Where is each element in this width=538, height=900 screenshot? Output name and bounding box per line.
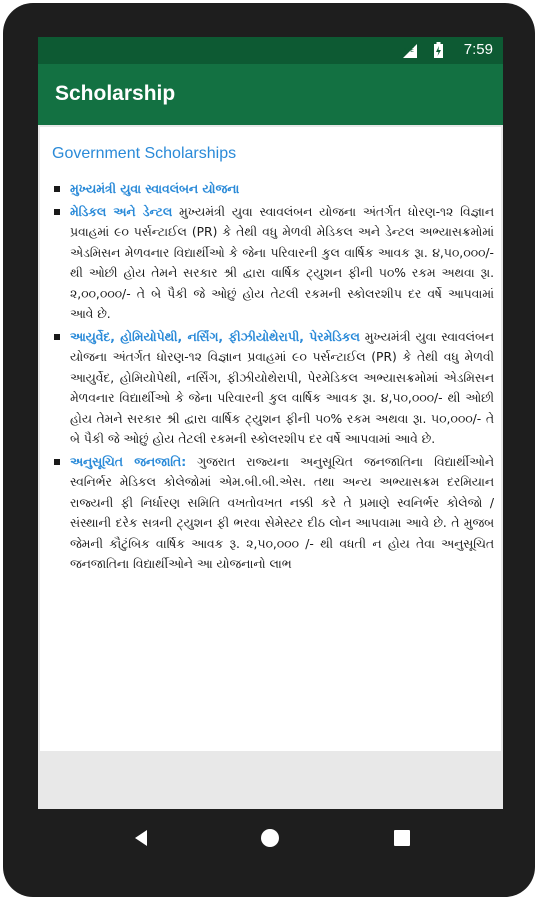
item-title: મેડિકલ અને ડેન્ટલ — [70, 204, 173, 219]
app-title: Scholarship — [55, 82, 176, 105]
webview-card[interactable] — [40, 127, 501, 751]
recents-icon[interactable] — [387, 823, 417, 853]
item-title: આયુર્વેદ, હોમિયોપેથી, નર્સિંગ, ફીઝીયોથેરાપી, પેરમેડિકલ — [70, 329, 360, 344]
bullet-icon — [54, 209, 60, 215]
item-title: અનુસૂચિત જનજાતિ: — [70, 454, 187, 469]
section-heading: Government Scholarships — [52, 145, 237, 162]
status-bar — [38, 37, 503, 64]
list-item — [54, 452, 494, 575]
svg-text:LTE: LTE — [404, 47, 414, 54]
list-item — [54, 202, 494, 325]
list-item — [54, 327, 494, 450]
screen — [38, 37, 503, 809]
item-body: ગુજરાત રાજ્યના અનુસૂચિત જનજાતિના વિદ્યાર્થીઓને સ્વનિર્ભર મેડિકલ કોલેજોમાં એમ.બી.બી.એસ. તથા અન્ય અભ્યાસક્રમ દરમિયાન રાજ્યની ફી નિર્ધારણ સમિતિ વખતોવખત નક્કી કરે તે પ્રમાણે સ્વનિર્ભર કોલેજો / સંસ્થાની દરેક સત્રની ટ્યુશન ફી ભરવા સેમેસ્ટર દીઠ લોન આપવામા આવે છે. તે મુજબ જેમની કૌટુંબિક વાર્ષિક આવક રૂ. ૨,૫૦,૦૦૦ /- થી વધતી ન હોય તેવા અનુસૂચિત જનજાતિના વિદ્યાર્થીઓને આ યોજનાનો લાભ — [70, 454, 494, 571]
item-title: મુખ્યમંત્રી યુવા સ્વાવલંબન યોજના — [70, 182, 240, 196]
nav-bar — [38, 809, 503, 865]
bullet-icon — [54, 186, 60, 192]
scholarship-list — [54, 179, 494, 577]
content-area[interactable] — [38, 125, 503, 809]
bullet-icon — [54, 334, 60, 340]
battery-icon — [434, 42, 443, 62]
signal-icon — [403, 43, 417, 62]
back-icon[interactable] — [126, 823, 156, 853]
app-bar — [38, 64, 503, 125]
bullet-icon — [54, 459, 60, 465]
item-body: મુખ્યમંત્રી યુવા સ્વાવલંબન યોજના અંતર્ગત ધોરણ-૧૨ વિજ્ઞાન પ્રવાહમાં ૯૦ પર્સન્ટાઈલ (PR) કે તેથી વધુ મેળવી મેડિકલ અને ડેન્ટલ અભ્યાસક્રમોમાં એડમિસન મેળવનાર વિદ્યાર્થીઓ કે જેના પરિવારની કુલ વાર્ષિક આવક રૂા. ૪,૫૦,૦૦૦/- થી ઓછી હોય તેમને સરકાર શ્રી દ્વારા વાર્ષિક ટ્યુશન ફીની ૫૦% રકમ અથવા રૂા. ૨,૦૦,૦૦૦/- તે બે પૈકી જે ઓછું હોય તેટલી રકમની સ્કોલરશીપ દર વર્ષે આપવામાં આવે છે. — [70, 204, 494, 321]
list-item — [54, 179, 494, 200]
status-time: 7:59 — [463, 41, 493, 58]
home-icon[interactable] — [255, 823, 285, 853]
item-body: મુખ્યમંત્રી યુવા સ્વાવલંબન યોજના અંતર્ગત ધોરણ-૧૨ વિજ્ઞાન પ્રવાહમાં ૯૦ પર્સન્ટાઈલ (PR) કે તેથી વધુ મેળવી આયુર્વેદ, હોમિયોપેથી, નર્સિંગ, ફીઝીયોથેરાપી, પેરમેડિકલ અભ્યાસક્રમોમાં એડમિસન મેળવનાર વિદ્યાર્થીઓ કે જેના પરિવારની કુલ વાર્ષિક આવક રૂા. ૪,૫૦,૦૦૦/- થી ઓછી હોય તેમને સરકાર શ્રી દ્વારા વાર્ષિક ટ્યુશન ફીની ૫૦% રકમ અથવા રૂા. ૫૦,૦૦૦/- તે બે પૈકી જે ઓછું હોય તેટલી રકમની સ્કોલરશીપ દર વર્ષે આપવામાં આવે છે. — [70, 329, 494, 446]
